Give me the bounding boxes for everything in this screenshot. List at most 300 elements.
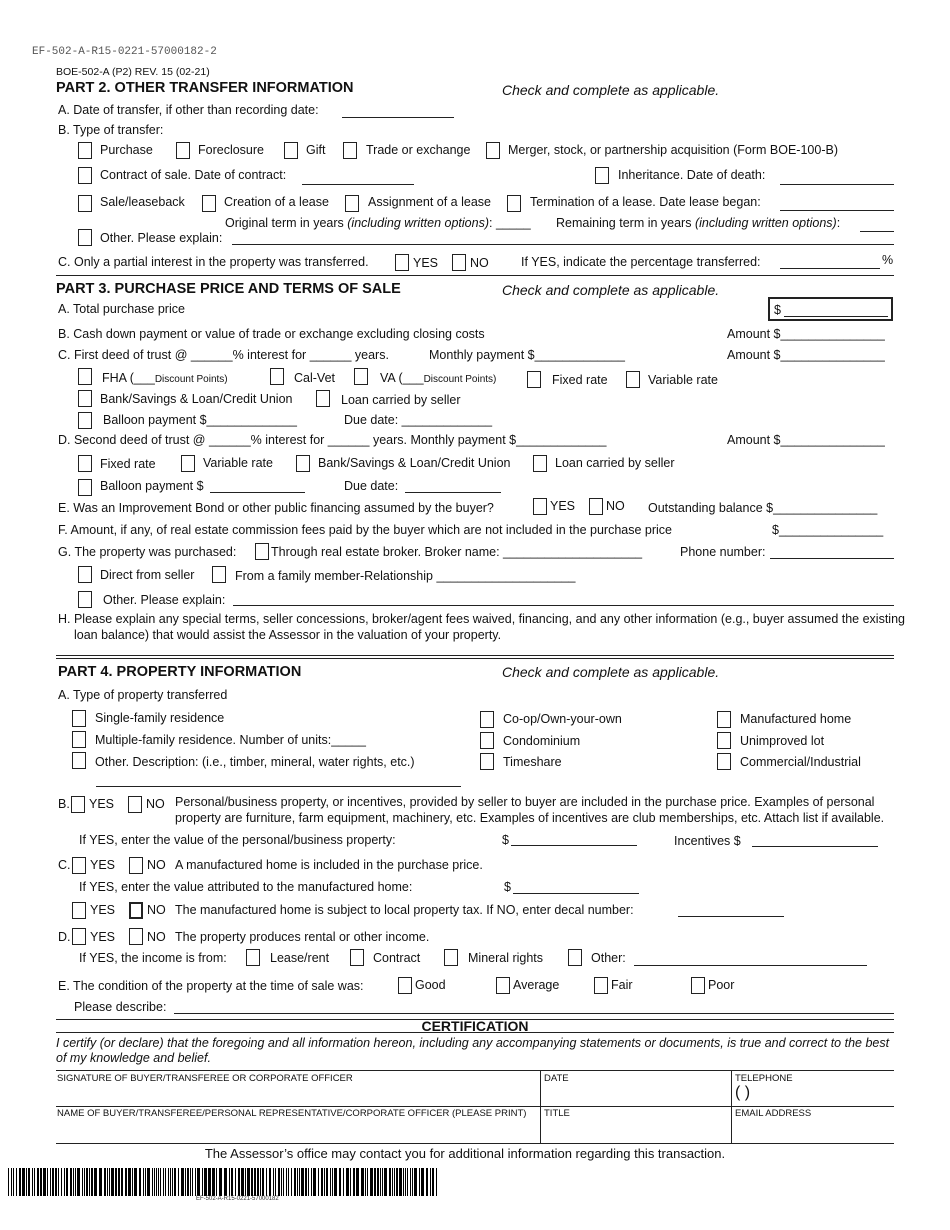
barcode-bar <box>84 1168 85 1196</box>
remaining-term-field[interactable] <box>860 231 894 232</box>
fair-checkbox[interactable] <box>594 977 608 994</box>
barcode-bar <box>346 1168 349 1196</box>
telephone-parens[interactable]: ( ) <box>735 1084 751 1101</box>
barcode-bar <box>195 1168 196 1196</box>
manufactured-label: Manufactured home <box>740 712 852 726</box>
divider <box>56 655 894 656</box>
barcode-bar <box>251 1168 253 1196</box>
barcode-bar <box>55 1168 57 1196</box>
barcode-bar <box>185 1168 186 1196</box>
barcode-bar <box>321 1168 323 1196</box>
part3-a-label: A. Total purchase price <box>58 302 185 316</box>
barcode-bar <box>318 1168 319 1196</box>
direct-seller-label: Direct from seller <box>100 568 195 582</box>
first-trust-monthly[interactable]: Monthly payment $_____________ <box>429 348 625 362</box>
part2-c-label: C. Only a partial interest in the property was transferred. <box>58 255 369 269</box>
lease-began-field[interactable] <box>780 210 894 211</box>
barcode-bar <box>231 1168 233 1196</box>
second-due-field[interactable] <box>405 492 501 493</box>
barcode-bar <box>275 1168 276 1196</box>
barcode-bar <box>436 1168 437 1196</box>
outstanding-balance-field[interactable]: Outstanding balance $_______________ <box>648 501 878 515</box>
part4-c-letter: C. <box>58 858 71 872</box>
first-variable-checkbox[interactable] <box>626 371 640 388</box>
barcode-bar <box>172 1168 173 1196</box>
total-price-box[interactable] <box>768 297 893 321</box>
barcode-bar <box>254 1168 256 1196</box>
purchase-checkbox[interactable] <box>78 142 92 159</box>
personal-value-field[interactable] <box>511 845 637 846</box>
telephone-label: TELEPHONE <box>735 1073 793 1084</box>
barcode-bar <box>43 1168 46 1196</box>
barcode-bar <box>165 1168 166 1196</box>
personal-yes-checkbox[interactable] <box>71 796 85 813</box>
good-checkbox[interactable] <box>398 977 412 994</box>
barcode-bar <box>224 1168 227 1196</box>
foreclosure-label: Foreclosure <box>198 143 264 157</box>
barcode-bar <box>350 1168 351 1196</box>
fha-checkbox[interactable] <box>78 368 92 385</box>
describe-label: Please describe: <box>74 1000 167 1014</box>
decal-number-field[interactable] <box>678 916 784 917</box>
second-seller-loan-label: Loan carried by seller <box>555 456 675 470</box>
part4-b-letter: B. <box>58 797 70 811</box>
other-income-checkbox[interactable] <box>568 949 582 966</box>
manufactured-included-no-checkbox[interactable] <box>129 857 143 874</box>
form-revision: BOE-502-A (P2) REV. 15 (02-21) <box>56 66 210 78</box>
single-family-checkbox[interactable] <box>72 710 86 727</box>
first-balloon-checkbox[interactable] <box>78 412 92 429</box>
original-term-label: Original term in years (including written options): _____ <box>225 216 531 230</box>
barcode-bar <box>115 1168 117 1196</box>
first-balloon-field[interactable]: Balloon payment $_____________ <box>103 413 297 427</box>
barcode-bar <box>247 1168 250 1196</box>
part3-e-label: E. Was an Improvement Bond or other public financing assumed by the buyer? <box>58 501 494 515</box>
barcode-bar <box>168 1168 169 1196</box>
second-fixed-label: Fixed rate <box>100 457 156 471</box>
part3-f-label: F. Amount, if any, of real estate commission fees paid by the buyer which are not included in the purchase price <box>58 523 672 537</box>
mineral-rights-label: Mineral rights <box>468 951 544 965</box>
barcode-bar <box>58 1168 59 1196</box>
barcode-bar <box>326 1168 328 1196</box>
second-seller-loan-checkbox[interactable] <box>533 455 547 472</box>
poor-checkbox[interactable] <box>691 977 705 994</box>
other-income-field[interactable] <box>634 965 867 966</box>
barcode-bar <box>361 1168 364 1196</box>
barcode-bar <box>8 1168 9 1196</box>
gift-checkbox[interactable] <box>284 142 298 159</box>
barcode-bar <box>26 1168 27 1196</box>
total-price-line <box>784 316 888 317</box>
good-label: Good <box>415 978 446 992</box>
barcode-bar <box>399 1168 402 1196</box>
part2-instruction: Check and complete as applicable. <box>502 82 720 98</box>
barcode-bar <box>28 1168 30 1196</box>
tax-yes-checkbox[interactable] <box>72 902 86 919</box>
barcode-bar <box>160 1168 161 1196</box>
barcode-bar <box>64 1168 65 1196</box>
multi-family-label: Multiple-family residence. Number of units:_____ <box>95 733 366 747</box>
barcode-bar <box>61 1168 62 1196</box>
barcode-bar <box>158 1168 159 1196</box>
bond-no-label: NO <box>606 499 625 513</box>
creation-lease-checkbox[interactable] <box>202 195 216 212</box>
barcode-bar <box>47 1168 48 1196</box>
second-bank-checkbox[interactable] <box>296 455 310 472</box>
partial-no-label: NO <box>470 256 489 270</box>
personal-property-text: Personal/business property, or incentives, provided by seller to buyer are included in the purchase price. Examples of personal property are furniture, farm equipment, machinery, etc. Examples of incentives are club memberships, etc. Attach list if available. <box>175 795 885 825</box>
calvet-label: Cal-Vet <box>294 371 335 385</box>
percentage-field[interactable] <box>780 268 880 269</box>
barcode-bar <box>365 1168 366 1196</box>
barcode-bar <box>82 1168 83 1196</box>
barcode-bar <box>170 1168 171 1196</box>
timeshare-checkbox[interactable] <box>480 753 494 770</box>
barcode-bar <box>75 1168 76 1196</box>
contract-sale-checkbox[interactable] <box>78 167 92 184</box>
personal-no-checkbox[interactable] <box>128 796 142 813</box>
barcode-bar <box>235 1168 236 1196</box>
first-bank-checkbox[interactable] <box>78 390 92 407</box>
second-balloon-field[interactable] <box>210 492 305 493</box>
family-member-label: From a family member-Relationship ____________________ <box>235 569 576 583</box>
certification-text: I certify (or declare) that the foregoing and all information hereon, including any accompanying statements or documents, is true and correct to the best of my knowledge and belief. <box>56 1036 890 1065</box>
barcode-bar <box>414 1168 417 1196</box>
first-fixed-checkbox[interactable] <box>527 371 541 388</box>
barcode-bar <box>301 1168 304 1196</box>
barcode-bar <box>313 1168 316 1196</box>
first-variable-label: Variable rate <box>648 373 718 387</box>
barcode-bar <box>286 1168 287 1196</box>
inheritance-label: Inheritance. Date of death: <box>618 168 766 182</box>
barcode-bar <box>52 1168 54 1196</box>
barcode-bar <box>70 1168 72 1196</box>
part3-b-label: B. Cash down payment or value of trade or exchange excluding closing costs <box>58 327 485 341</box>
personal-value-dollar: $ <box>502 833 509 847</box>
barcode-bar <box>367 1168 368 1196</box>
other-purchase-label: Other. Please explain: <box>103 593 226 607</box>
barcode-bar <box>134 1168 137 1196</box>
va-label: VA (___Discount Points) <box>380 371 497 385</box>
commercial-label: Commercial/Industrial <box>740 755 861 769</box>
lease-rent-checkbox[interactable] <box>246 949 260 966</box>
single-family-label: Single-family residence <box>95 711 225 725</box>
barcode-bar <box>156 1168 157 1196</box>
manufactured-checkbox[interactable] <box>717 711 731 728</box>
other-transfer-label: Other. Please explain: <box>100 231 223 245</box>
barcode-bar <box>190 1168 191 1196</box>
average-label: Average <box>513 978 560 992</box>
percentage-label: If YES, indicate the percentage transferred: <box>521 255 761 269</box>
manufactured-included-no-label: NO <box>147 858 166 872</box>
barcode-bar <box>132 1168 133 1196</box>
barcode-bar <box>181 1168 184 1196</box>
bond-yes-checkbox[interactable] <box>533 498 547 515</box>
other-transfer-field[interactable] <box>232 244 894 245</box>
assessor-contact-note: The Assessor’s office may contact you for additional information regarding this transaction. <box>204 1146 726 1161</box>
barcode-bar <box>204 1168 207 1196</box>
barcode-bar <box>353 1168 355 1196</box>
phone-label: Phone number: <box>680 545 766 559</box>
direct-seller-checkbox[interactable] <box>78 566 92 583</box>
sale-leaseback-label: Sale/leaseback <box>100 195 185 209</box>
manufactured-included-yes-label: YES <box>90 858 116 872</box>
barcode-bar <box>396 1168 398 1196</box>
barcode-bar <box>370 1168 373 1196</box>
barcode-bar <box>311 1168 312 1196</box>
part3-g-label: G. The property was purchased: <box>58 545 237 559</box>
tax-text: The manufactured home is subject to local property tax. If NO, enter decal number: <box>175 903 634 917</box>
termination-lease-checkbox[interactable] <box>507 195 521 212</box>
merger-label: Merger, stock, or partnership acquisition (Form BOE-100-B) <box>508 143 838 157</box>
unimproved-checkbox[interactable] <box>717 732 731 749</box>
remaining-term-label: Remaining term in years (including written options): <box>556 216 841 230</box>
barcode-bar <box>278 1168 280 1196</box>
second-trust-amount[interactable]: Amount $_______________ <box>727 433 885 447</box>
manufactured-value-field[interactable] <box>513 893 639 894</box>
barcode-bar <box>50 1168 51 1196</box>
barcode-bar <box>121 1168 123 1196</box>
barcode-bar <box>299 1168 300 1196</box>
partial-no-checkbox[interactable] <box>452 254 466 271</box>
income-text: The property produces rental or other income. <box>175 930 430 944</box>
calvet-checkbox[interactable] <box>270 368 284 385</box>
first-bank-label: Bank/Savings & Loan/Credit Union <box>100 392 293 406</box>
barcode-bar <box>382 1168 383 1196</box>
barcode-bar <box>208 1168 211 1196</box>
other-property-checkbox[interactable] <box>72 752 86 769</box>
divider <box>56 658 894 659</box>
second-due-label: Due date: <box>344 479 399 493</box>
transfer-date-field[interactable] <box>342 117 454 118</box>
second-balloon-checkbox[interactable] <box>78 479 92 496</box>
barcode-bar <box>281 1168 282 1196</box>
barcode-bar <box>324 1168 325 1196</box>
signature-label: SIGNATURE OF BUYER/TRANSFEREE OR CORPORATE OFFICER <box>57 1073 353 1084</box>
barcode-text: EF-502-A-R15-0221-57000182 <box>196 1196 279 1202</box>
barcode-bar <box>22 1168 25 1196</box>
barcode-bar <box>412 1168 413 1196</box>
commercial-checkbox[interactable] <box>717 753 731 770</box>
divider <box>56 1070 894 1071</box>
barcode-bar <box>339 1168 341 1196</box>
condo-label: Condominium <box>503 734 581 748</box>
form-code: EF-502-A-R15-0221-57000182-2 <box>32 46 217 58</box>
manufactured-included-yes-checkbox[interactable] <box>72 857 86 874</box>
part3-h-text: H. Please explain any special terms, seller concessions, broker/agent fees waived, financing, and any other information (e.g., buyer assumed the existing loan balance) that would assist the Assessor in the valuation of your property. <box>58 612 905 642</box>
death-date-field[interactable] <box>780 184 894 185</box>
barcode-bar <box>266 1168 267 1196</box>
barcode-bar <box>128 1168 131 1196</box>
partial-yes-checkbox[interactable] <box>395 254 409 271</box>
barcode-bar <box>40 1168 42 1196</box>
barcode-bar <box>297 1168 298 1196</box>
va-checkbox[interactable] <box>354 368 368 385</box>
part4-e-label: E. The condition of the property at the time of sale was: <box>58 979 364 993</box>
barcode-bar <box>11 1168 12 1196</box>
part4-instruction: Check and complete as applicable. <box>502 664 720 680</box>
barcode-bar <box>305 1168 307 1196</box>
barcode-bar <box>380 1168 381 1196</box>
trade-checkbox[interactable] <box>343 142 357 159</box>
barcode-bar <box>111 1168 114 1196</box>
barcode-bar <box>403 1168 404 1196</box>
total-price-dollar: $ <box>774 303 781 317</box>
unimproved-label: Unimproved lot <box>740 734 825 748</box>
incentives-field[interactable] <box>752 846 878 847</box>
incentives-label: Incentives $ <box>674 834 741 848</box>
barcode-bar <box>212 1168 215 1196</box>
barcode-bar <box>77 1168 80 1196</box>
barcode-bar <box>143 1168 144 1196</box>
barcode-bar <box>73 1168 74 1196</box>
barcode-bar <box>99 1168 102 1196</box>
income-yes-label: YES <box>90 930 116 944</box>
first-trust-amount[interactable]: Amount $_______________ <box>727 348 885 362</box>
percent-sign: % <box>882 253 894 267</box>
broker-checkbox[interactable] <box>255 543 269 560</box>
barcode-bar <box>192 1168 193 1196</box>
timeshare-label: Timeshare <box>503 755 562 769</box>
barcode-bar <box>392 1168 393 1196</box>
coop-checkbox[interactable] <box>480 711 494 728</box>
personal-value-label: If YES, enter the value of the personal/business property: <box>79 833 396 847</box>
tax-no-label: NO <box>147 903 166 917</box>
barcode-bar <box>32 1168 33 1196</box>
poor-label: Poor <box>708 978 735 992</box>
bond-no-checkbox[interactable] <box>589 498 603 515</box>
tax-yes-label: YES <box>90 903 116 917</box>
first-due-date-field[interactable]: Due date: _____________ <box>344 413 493 427</box>
other-income-label: Other: <box>591 951 626 965</box>
email-label: EMAIL ADDRESS <box>735 1108 812 1119</box>
part4-a-label: A. Type of property transferred <box>58 688 228 702</box>
barcode-bar <box>269 1168 271 1196</box>
barcode-bar <box>202 1168 203 1196</box>
part3-instruction: Check and complete as applicable. <box>502 282 720 298</box>
partial-yes-label: YES <box>413 256 439 270</box>
manufactured-value-label: If YES, enter the value attributed to the manufactured home: <box>79 880 413 894</box>
multi-family-checkbox[interactable] <box>72 731 86 748</box>
first-seller-loan-checkbox[interactable] <box>316 390 330 407</box>
income-no-checkbox[interactable] <box>129 928 143 945</box>
barcode-bar <box>241 1168 244 1196</box>
barcode-bar <box>219 1168 222 1196</box>
barcode-bar <box>262 1168 264 1196</box>
income-no-label: NO <box>147 930 166 944</box>
second-variable-label: Variable rate <box>203 456 273 470</box>
lease-rent-label: Lease/rent <box>270 951 330 965</box>
part4-d-letter: D. <box>58 930 71 944</box>
barcode-bar <box>257 1168 259 1196</box>
barcode-bar <box>37 1168 39 1196</box>
sale-leaseback-checkbox[interactable] <box>78 195 92 212</box>
name-label: NAME OF BUYER/TRANSFEREE/PERSONAL REPRESENTATIVE/CORPORATE OFFICER (PLEASE PRINT) <box>57 1108 527 1119</box>
income-source-label: If YES, the income is from: <box>79 951 227 965</box>
barcode-bar <box>426 1168 428 1196</box>
barcode-bar <box>260 1168 261 1196</box>
barcode-bar <box>89 1168 90 1196</box>
condo-checkbox[interactable] <box>480 732 494 749</box>
coop-label: Co-op/Own-your-own <box>503 712 622 726</box>
average-checkbox[interactable] <box>496 977 510 994</box>
broker-phone-field[interactable] <box>770 558 894 559</box>
barcode-bar <box>16 1168 17 1196</box>
barcode-bar <box>291 1168 292 1196</box>
other-property-field[interactable] <box>96 786 461 787</box>
second-balloon-label: Balloon payment $ <box>100 479 204 493</box>
barcode-bar <box>145 1168 146 1196</box>
barcode-bar <box>104 1168 106 1196</box>
first-fixed-label: Fixed rate <box>552 373 608 387</box>
other-property-label: Other. Description: (i.e., timber, mineral, water rights, etc.) <box>95 755 415 769</box>
second-bank-label: Bank/Savings & Loan/Credit Union <box>318 456 511 470</box>
second-fixed-checkbox[interactable] <box>78 455 92 472</box>
assignment-lease-checkbox[interactable] <box>345 195 359 212</box>
contract-date-field[interactable] <box>302 184 414 185</box>
part3-d-label: D. Second deed of trust @ ______% interest for ______ years. Monthly payment $_____________ <box>58 433 607 447</box>
part4-title: PART 4. PROPERTY INFORMATION <box>58 664 302 680</box>
barcode-bar <box>154 1168 155 1196</box>
describe-field[interactable] <box>174 1013 894 1014</box>
barcode-bar <box>163 1168 164 1196</box>
termination-lease-label: Termination of a lease. Date lease began: <box>530 195 761 209</box>
barcode-bar <box>66 1168 68 1196</box>
barcode-bar <box>174 1168 176 1196</box>
barcode-bar <box>229 1168 230 1196</box>
barcode-bar <box>430 1168 431 1196</box>
barcode-bar <box>334 1168 337 1196</box>
tax-no-checkbox[interactable] <box>129 902 143 919</box>
family-member-checkbox[interactable] <box>212 566 226 583</box>
trade-label: Trade or exchange <box>366 143 471 157</box>
part3-title: PART 3. PURCHASE PRICE AND TERMS OF SALE <box>56 281 401 297</box>
part2-a-label: A. Date of transfer, if other than recording date: <box>58 103 319 117</box>
other-purchase-checkbox[interactable] <box>78 591 92 608</box>
barcode <box>8 1168 438 1196</box>
barcode-bar <box>419 1168 420 1196</box>
income-yes-checkbox[interactable] <box>72 928 86 945</box>
merger-checkbox[interactable] <box>486 142 500 159</box>
barcode-bar <box>374 1168 376 1196</box>
barcode-bar <box>288 1168 289 1196</box>
other-purchase-field[interactable] <box>233 605 894 606</box>
foreclosure-checkbox[interactable] <box>176 142 190 159</box>
purchase-label: Purchase <box>100 143 153 157</box>
contract-sale-label: Contract of sale. Date of contract: <box>100 168 287 182</box>
other-transfer-checkbox[interactable] <box>78 229 92 246</box>
barcode-bar <box>356 1168 359 1196</box>
contract-checkbox[interactable] <box>350 949 364 966</box>
divider <box>56 1106 894 1107</box>
barcode-bar <box>19 1168 21 1196</box>
personal-yes-label: YES <box>89 797 115 811</box>
mineral-rights-checkbox[interactable] <box>444 949 458 966</box>
barcode-bar <box>273 1168 274 1196</box>
barcode-bar <box>238 1168 240 1196</box>
inheritance-checkbox[interactable] <box>595 167 609 184</box>
barcode-bar <box>86 1168 88 1196</box>
bond-yes-label: YES <box>550 499 576 513</box>
barcode-bar <box>125 1168 127 1196</box>
barcode-bar <box>330 1168 331 1196</box>
barcode-bar <box>178 1168 179 1196</box>
barcode-bar <box>245 1168 246 1196</box>
second-variable-checkbox[interactable] <box>181 455 195 472</box>
cash-down-amount[interactable]: Amount $_______________ <box>727 327 885 341</box>
commission-amount-field[interactable]: $_______________ <box>772 523 884 537</box>
barcode-bar <box>147 1168 150 1196</box>
